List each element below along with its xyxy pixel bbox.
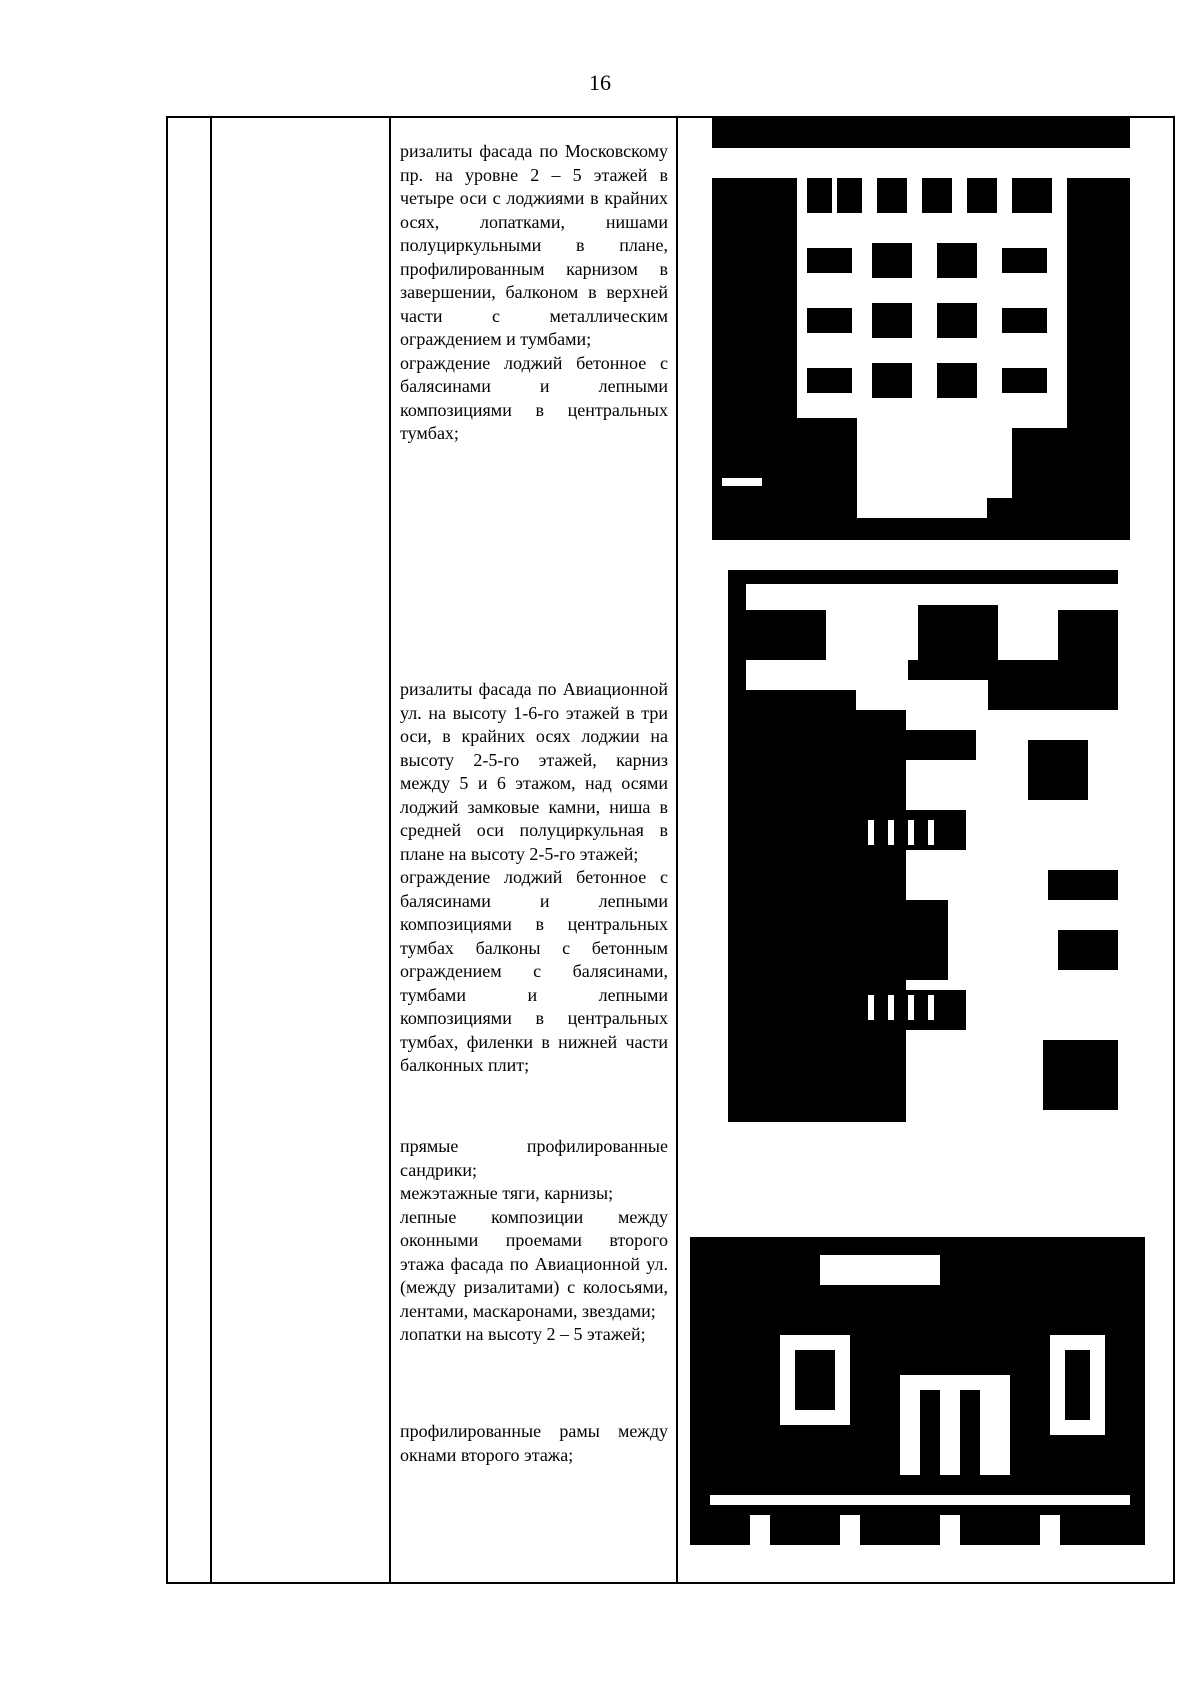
- facade-photo-moskovsky: [712, 118, 1130, 540]
- facade-photo-decor: [690, 1225, 1145, 1545]
- column-divider-2: [389, 118, 391, 1582]
- description-block-aviatsionnaya: [400, 678, 668, 1078]
- facade-photo-aviatsionnaya: [728, 570, 1118, 1122]
- page-number: 16: [589, 70, 611, 95]
- paragraph: межэтажные тяги, карнизы;: [400, 1183, 614, 1203]
- description-block-decor: [400, 1135, 668, 1347]
- paragraph: ризалиты фасада по Московскому пр. на уровне 2 – 5 этажей в четыре оси с лоджиями в крайних осях, лопатками, нишами полуциркульными в плане, профилированным карнизом в завершении, балконом в верхней части с металлическим ограждением и тумбами;: [400, 141, 668, 349]
- paragraph: ограждение лоджий бетонное с балясинами и лепными композициями в центральных тумбах балконы с бетонным ограждением с балясинами, тумбами и лепными композициями в центральных тумбах, филенки в нижней части балконных плит;: [400, 867, 668, 1075]
- paragraph: лопатки на высоту 2 – 5 этажей;: [400, 1324, 646, 1344]
- paragraph: ризалиты фасада по Авиационной ул. на высоту 1-6-го этажей в три оси, в крайних осях лоджии на высоту 2-5-го этажей, карниз между 5 и 6 этажом, над осями лоджий замковые камни, ниша в средней оси полуциркульная в плане на высоту 2-5-го этажей;: [400, 679, 668, 864]
- column-divider-1: [210, 118, 212, 1582]
- paragraph: лепные композиции между оконными проемами второго этажа фасада по Авиационной ул. (между ризалитами) с колосьями, лентами, маскаронами, звездами;: [400, 1206, 668, 1321]
- column-divider-3: [676, 118, 678, 1582]
- paragraph: ограждение лоджий бетонное с балясинами и лепными композициями в центральных тумбах;: [400, 352, 668, 443]
- description-block-frames: [400, 1420, 668, 1467]
- paragraph: профилированные рамы между окнами второго этажа;: [400, 1421, 668, 1465]
- description-block-moskovsky: [400, 140, 668, 446]
- paragraph: прямые профилированные сандрики;: [400, 1136, 668, 1180]
